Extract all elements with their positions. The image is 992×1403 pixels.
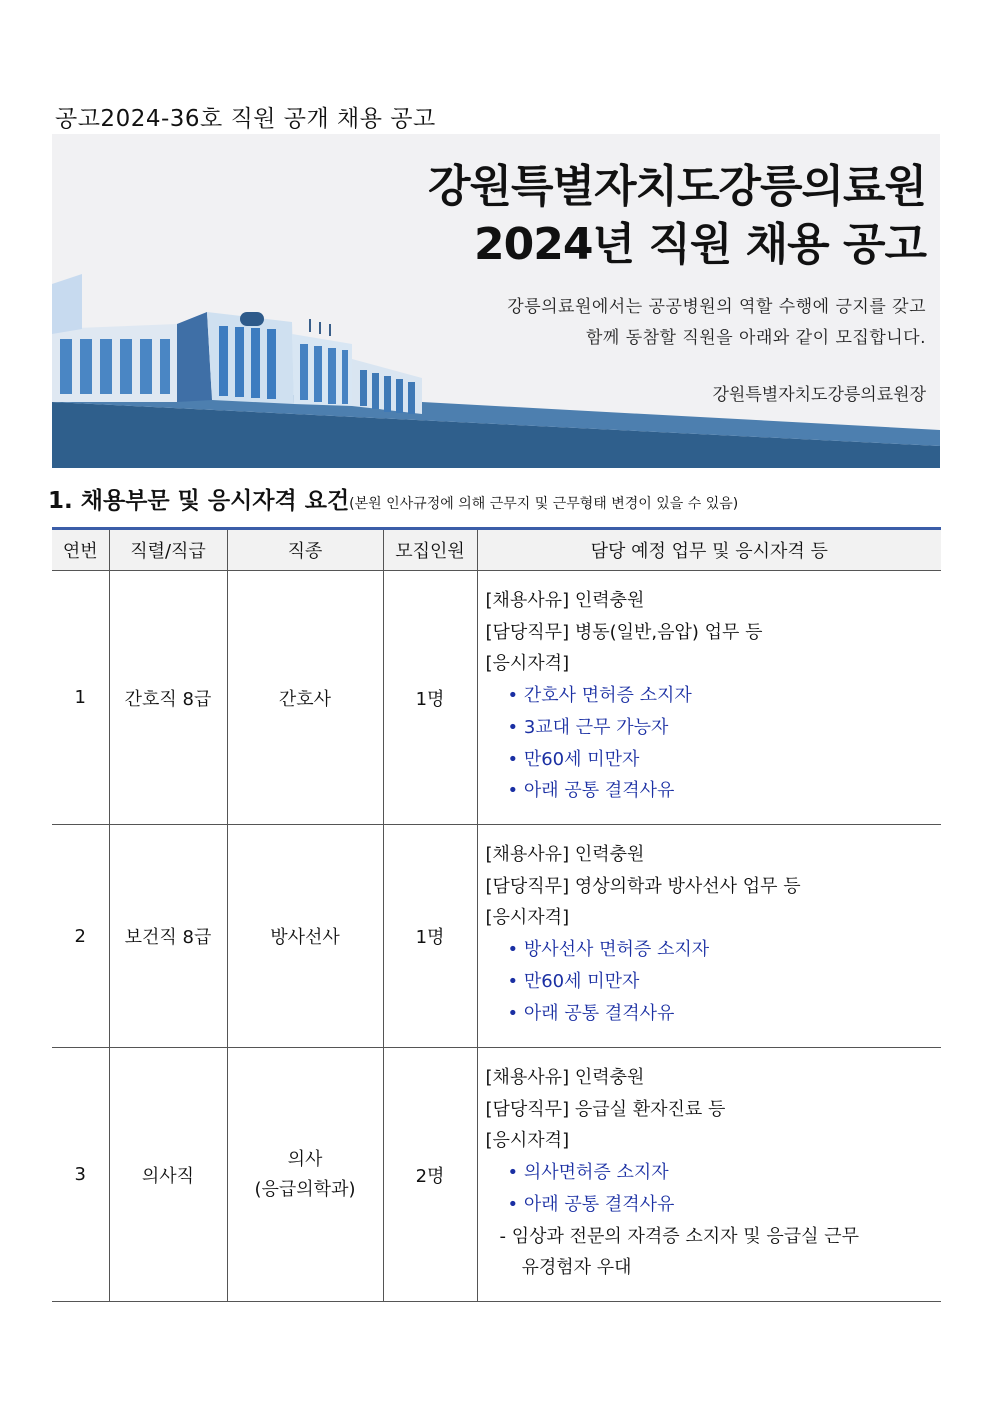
qualification-item: • 아래 공통 결격사유 (507, 1193, 675, 1215)
qualification-item: • 아래 공통 결격사유 (507, 1002, 675, 1024)
row-type: 방사선사 (227, 825, 383, 1048)
recruitment-table (52, 527, 941, 1302)
table-header-row (52, 529, 941, 571)
row-series: 의사직 (109, 1048, 227, 1302)
header-type: 직종 (227, 529, 383, 571)
header-count: 모집인원 (383, 529, 477, 571)
qualification-item: • 의사면허증 소지자 (507, 1162, 669, 1184)
section-title: 1. 채용부문 및 응시자격 요건 (48, 488, 350, 514)
banner-title-line1: 강원특별자치도강릉의료원 (427, 161, 926, 212)
duty: [담당직무] 영상의학과 방사선사 업무 등 (485, 875, 801, 897)
duty: [담당직무] 병동(일반,음압) 업무 등 (485, 621, 763, 643)
qualification-label: [응시자격] (485, 1130, 570, 1152)
section-note: (본원 인사규정에 의해 근무지 및 근무형태 변경이 있을 수 있음) (349, 496, 739, 512)
qualification-item: • 3교대 근무 가능자 (507, 716, 669, 738)
notice-number: 공고2024-36호 직원 공개 채용 공고 (55, 106, 436, 132)
row-no: 3 (52, 1048, 109, 1302)
header-banner (52, 134, 940, 468)
qualification-item: • 간호사 면허증 소지자 (507, 685, 692, 707)
qualification-label: [응시자격] (485, 653, 570, 675)
row-description (477, 1048, 941, 1302)
row-no: 2 (52, 825, 109, 1048)
qualification-item: • 아래 공통 결격사유 (507, 780, 675, 802)
row-type: 의사 (287, 1148, 323, 1170)
header-no: 연번 (52, 529, 109, 571)
row-description (477, 571, 941, 825)
header-description: 담당 예정 업무 및 응시자격 등 (477, 529, 941, 571)
qualification-item: • 만60세 미만자 (507, 970, 640, 992)
row-count: 1명 (383, 825, 477, 1048)
table-row (52, 1048, 941, 1302)
duty: [담당직무] 응급실 환자진료 등 (485, 1098, 726, 1120)
banner-title-line2: 2024년 직원 채용 공고 (474, 219, 926, 270)
preference-note: - 임상과 전문의 자격증 소지자 및 응급실 근무 (499, 1225, 860, 1247)
row-no: 1 (52, 571, 109, 825)
row-count: 1명 (383, 571, 477, 825)
qualification-label: [응시자격] (485, 907, 570, 929)
banner-signature: 강원특별자치도강릉의료원장 (712, 385, 926, 405)
hire-reason: [채용사유] 인력충원 (485, 590, 645, 611)
table-row (52, 571, 941, 825)
qualification-item: • 방사선사 면허증 소지자 (507, 939, 710, 961)
row-type-specialty: (응급의학과) (254, 1178, 356, 1200)
hire-reason: [채용사유] 인력충원 (485, 844, 645, 865)
row-type: 간호사 (227, 571, 383, 825)
banner-body-line1: 강릉의료원에서는 공공병원의 역할 수행에 긍지를 갖고 (507, 297, 926, 317)
row-series: 간호직 8급 (109, 571, 227, 825)
header-series: 직렬/직급 (109, 529, 227, 571)
row-description (477, 825, 941, 1048)
qualification-item: • 만60세 미만자 (507, 748, 640, 770)
section-heading (48, 482, 738, 515)
table-row (52, 825, 941, 1048)
row-count: 2명 (383, 1048, 477, 1302)
row-type-cell (227, 1048, 383, 1302)
preference-note-cont: 유경험자 우대 (521, 1257, 632, 1279)
row-series: 보건직 8급 (109, 825, 227, 1048)
banner-body-line2: 함께 동참할 직원을 아래와 같이 모집합니다. (585, 328, 926, 348)
hire-reason: [채용사유] 인력충원 (485, 1067, 645, 1088)
